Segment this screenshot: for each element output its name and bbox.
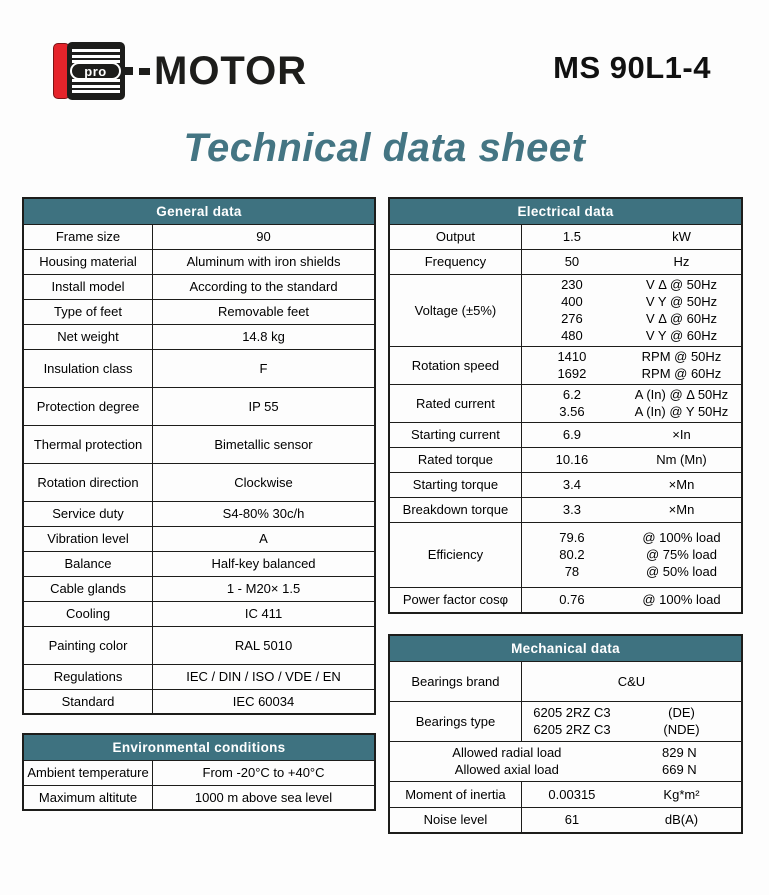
value-line: 230	[561, 277, 583, 292]
row-label: Service duty	[23, 501, 153, 526]
row-unit: kW	[622, 224, 742, 249]
table-row	[23, 626, 375, 664]
row-label: Maximum altitute	[23, 785, 153, 810]
table-row	[23, 501, 375, 526]
table-row	[23, 224, 375, 249]
table-row	[23, 463, 375, 501]
row-value: C&U	[521, 661, 742, 701]
row-label: Starting torque	[389, 472, 521, 497]
table-header-row	[23, 734, 375, 760]
row-label: Moment of inertia	[389, 781, 521, 807]
row-value: 14.8 kg	[153, 324, 375, 349]
row-label: Balance	[23, 551, 153, 576]
row-label: Thermal protection	[23, 425, 153, 463]
table-row	[389, 781, 742, 807]
table-row	[389, 224, 742, 249]
row-unit: ×Mn	[622, 497, 742, 522]
row-unit: Kg*m²	[622, 781, 742, 807]
mechanical-data-table	[388, 634, 743, 834]
table-row	[23, 387, 375, 425]
row-label: Vibration level	[23, 526, 153, 551]
row-value: Removable feet	[153, 299, 375, 324]
row-label: Allowed radial load	[452, 745, 562, 760]
row-value: IEC 60034	[153, 689, 375, 714]
table-row	[389, 807, 742, 833]
load-line	[393, 744, 738, 761]
row-value: 1000 m above sea level	[153, 785, 375, 810]
row-label: Standard	[23, 689, 153, 714]
row-value: IEC / DIN / ISO / VDE / EN	[153, 664, 375, 689]
row-value: Clockwise	[153, 463, 375, 501]
unit-line: V Y @ 50Hz	[645, 294, 718, 309]
row-value: 10.16	[521, 447, 622, 472]
row-label: Frequency	[389, 249, 521, 274]
row-label: Frame size	[23, 224, 153, 249]
row-unit: @ 100% load	[622, 587, 742, 613]
row-value: 669 N	[661, 762, 697, 777]
row-value: IP 55	[153, 387, 375, 425]
row-value	[521, 274, 622, 346]
row-label: Noise level	[389, 807, 521, 833]
table-row	[23, 526, 375, 551]
unit-line: @ 100% load	[642, 530, 721, 545]
right-column	[388, 197, 743, 834]
logo-fin	[72, 90, 120, 93]
model-number: MS 90L1-4	[553, 50, 711, 85]
row-label: Housing material	[23, 249, 153, 274]
row-value: According to the standard	[153, 274, 375, 299]
unit-line: (DE)	[668, 705, 695, 720]
row-value: A	[153, 526, 375, 551]
general-data-table	[22, 197, 376, 715]
row-value: F	[153, 349, 375, 387]
row-label: Cable glands	[23, 576, 153, 601]
table-row	[389, 422, 742, 447]
electrical-data-header: Electrical data	[389, 198, 742, 224]
value-line: 79.6	[559, 530, 585, 545]
row-value: 3.3	[521, 497, 622, 522]
table-row	[23, 274, 375, 299]
row-value: From -20°C to +40°C	[153, 760, 375, 785]
unit-line: A (In) @ Δ 50Hz	[634, 387, 729, 402]
value-line: 3.56	[559, 404, 585, 419]
page-title: Technical data sheet	[183, 126, 586, 170]
unit-line: V Y @ 60Hz	[645, 328, 718, 343]
row-value: 50	[521, 249, 622, 274]
value-line: 6.2	[562, 387, 581, 402]
row-label: Rotation speed	[389, 346, 521, 384]
row-label: Efficiency	[389, 522, 521, 587]
table-row	[389, 701, 742, 741]
row-unit: Hz	[622, 249, 742, 274]
value-line: 78	[564, 564, 580, 579]
row-label: Voltage (±5%)	[389, 274, 521, 346]
row-label: Insulation class	[23, 349, 153, 387]
row-value: Aluminum with iron shields	[153, 249, 375, 274]
table-row	[389, 587, 742, 613]
table-row	[389, 497, 742, 522]
logo-pro-badge	[70, 62, 121, 80]
row-value: 829 N	[661, 745, 697, 760]
row-label: Output	[389, 224, 521, 249]
row-value: 6.9	[521, 422, 622, 447]
table-row	[389, 661, 742, 701]
row-value	[521, 701, 622, 741]
row-label: Painting color	[23, 626, 153, 664]
table-row	[389, 522, 742, 587]
unit-line: V Δ @ 50Hz	[645, 277, 717, 292]
row-label: Type of feet	[23, 299, 153, 324]
row-label: Bearings type	[389, 701, 521, 741]
row-value	[521, 522, 622, 587]
row-label: Allowed axial load	[454, 762, 559, 777]
value-line: 276	[561, 311, 583, 326]
allowed-loads-cell	[389, 741, 742, 781]
environmental-conditions-header: Environmental conditions	[23, 734, 375, 760]
row-unit	[622, 522, 742, 587]
row-value: IC 411	[153, 601, 375, 626]
logo-hyphen	[139, 68, 150, 75]
row-label: Bearings brand	[389, 661, 521, 701]
row-value: Bimetallic sensor	[153, 425, 375, 463]
table-row	[23, 785, 375, 810]
logo-shaft-stub	[124, 67, 133, 75]
row-label: Net weight	[23, 324, 153, 349]
unit-line: (NDE)	[663, 722, 700, 737]
table-row	[23, 551, 375, 576]
row-value: Half-key balanced	[153, 551, 375, 576]
logo-pro-text: pro	[84, 63, 107, 79]
logo-fin	[72, 49, 120, 52]
load-line	[393, 761, 738, 778]
table-header-row	[389, 198, 742, 224]
row-label: Cooling	[23, 601, 153, 626]
motor-icon	[53, 42, 133, 100]
row-value	[521, 346, 622, 384]
row-value: 0.00315	[521, 781, 622, 807]
table-row	[23, 249, 375, 274]
unit-line: A (In) @ Y 50Hz	[634, 404, 729, 419]
row-unit: dB(A)	[622, 807, 742, 833]
row-value: S4-80% 30c/h	[153, 501, 375, 526]
value-line: 1410	[557, 349, 587, 364]
table-row	[389, 249, 742, 274]
table-row	[23, 760, 375, 785]
unit-line: RPM @ 60Hz	[641, 366, 722, 381]
table-row	[389, 346, 742, 384]
row-label: Install model	[23, 274, 153, 299]
value-line: 80.2	[559, 547, 585, 562]
table-header-row	[23, 198, 375, 224]
row-label: Power factor cosφ	[389, 587, 521, 613]
value-line: 1692	[557, 366, 587, 381]
row-unit	[622, 274, 742, 346]
environmental-conditions-table	[22, 733, 376, 811]
row-value: RAL 5010	[153, 626, 375, 664]
row-unit: ×Mn	[622, 472, 742, 497]
table-row	[23, 425, 375, 463]
table-row	[23, 576, 375, 601]
logo-motor-body	[67, 42, 125, 100]
unit-line: V Δ @ 60Hz	[645, 311, 717, 326]
mechanical-data-header: Mechanical data	[389, 635, 742, 661]
row-unit	[622, 384, 742, 422]
row-value: 90	[153, 224, 375, 249]
row-value: 1 - M20× 1.5	[153, 576, 375, 601]
value-line: 6205 2RZ C3	[533, 722, 611, 737]
value-line: 6205 2RZ C3	[533, 705, 611, 720]
brand-logo	[53, 42, 307, 100]
unit-line: RPM @ 50Hz	[641, 349, 722, 364]
brand-name: MOTOR	[154, 49, 308, 93]
table-row	[389, 274, 742, 346]
table-row	[23, 601, 375, 626]
table-row	[23, 324, 375, 349]
row-value: 1.5	[521, 224, 622, 249]
logo-fin	[72, 85, 120, 88]
row-label: Rated torque	[389, 447, 521, 472]
row-label: Protection degree	[23, 387, 153, 425]
row-unit	[622, 346, 742, 384]
unit-line: @ 75% load	[645, 547, 717, 562]
row-value: 0.76	[521, 587, 622, 613]
table-row	[389, 472, 742, 497]
value-line: 480	[561, 328, 583, 343]
row-unit: Nm (Mn)	[622, 447, 742, 472]
table-row	[23, 689, 375, 714]
row-label: Rotation direction	[23, 463, 153, 501]
row-label: Regulations	[23, 664, 153, 689]
table-row	[389, 384, 742, 422]
row-value	[521, 384, 622, 422]
table-row	[23, 349, 375, 387]
row-unit: ×In	[622, 422, 742, 447]
table-row	[23, 664, 375, 689]
row-unit	[622, 701, 742, 741]
row-value: 61	[521, 807, 622, 833]
row-label: Rated current	[389, 384, 521, 422]
table-row	[389, 447, 742, 472]
general-data-header: General data	[23, 198, 375, 224]
row-label: Starting current	[389, 422, 521, 447]
row-label: Breakdown torque	[389, 497, 521, 522]
row-value: 3.4	[521, 472, 622, 497]
electrical-data-table	[388, 197, 743, 614]
row-label: Ambient temperature	[23, 760, 153, 785]
table-row	[389, 741, 742, 781]
table-row	[23, 299, 375, 324]
logo-fin	[72, 55, 120, 58]
table-header-row	[389, 635, 742, 661]
left-column	[22, 197, 376, 811]
unit-line: @ 50% load	[645, 564, 717, 579]
value-line: 400	[561, 294, 583, 309]
